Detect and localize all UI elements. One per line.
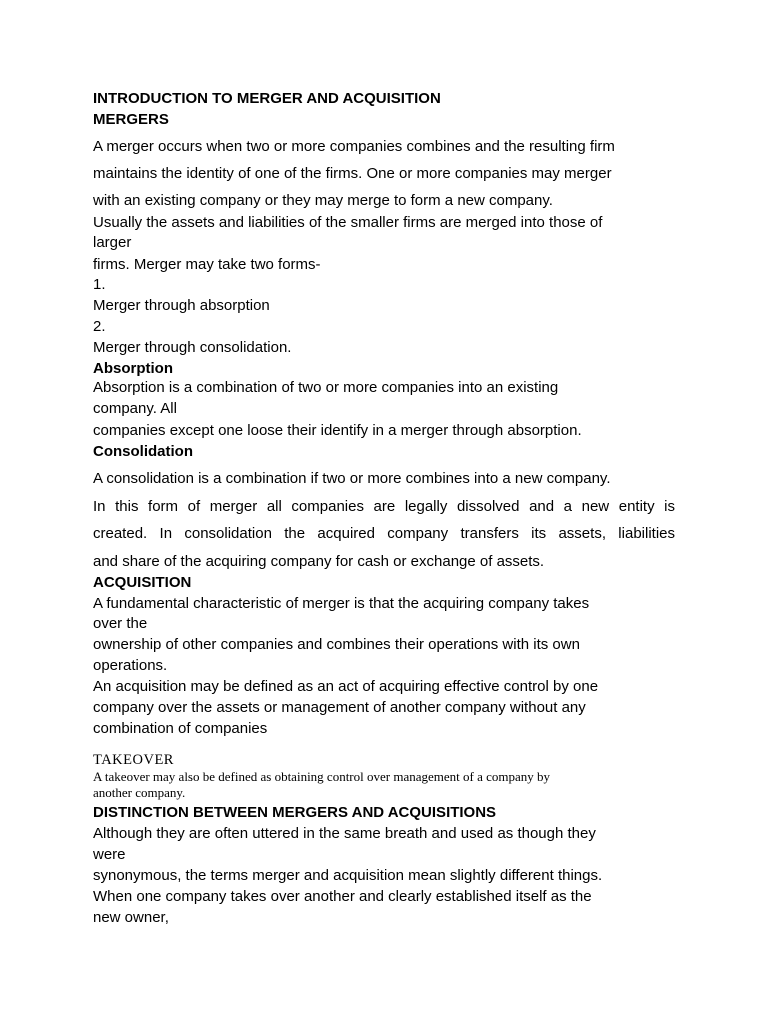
takeover-text-line: another company. [93,785,186,800]
distinction-text-line: were [93,846,126,863]
distinction-text-line: When one company takes over another and clearly established itself as the [93,888,592,905]
acquisition-text-line: over the [93,615,148,632]
document-title: INTRODUCTION TO MERGER AND ACQUISITION [93,90,441,107]
consolidation-text-line: created. In consolidation the acquired company transfers its assets, liabilities [93,525,675,542]
acquisition-text-line: combination of companies [93,720,268,737]
consolidation-text-line: In this form of merger all companies are legally dissolved and a new entity is [93,498,675,515]
mergers-text-line: larger [93,234,132,251]
absorption-heading: Absorption [93,360,173,377]
takeover-text-line: A takeover may also be defined as obtaining control over management of a company by [93,769,551,784]
takeover-heading: TAKEOVER [93,752,174,768]
mergers-text-line: firms. Merger may take two forms- [93,256,321,273]
list-number: 2. [93,318,106,335]
absorption-text-line: Absorption is a combination of two or more companies into an existing [93,379,559,396]
acquisition-text-line: An acquisition may be defined as an act of acquiring effective control by one [93,678,599,695]
mergers-text-line: Usually the assets and liabilities of the smaller firms are merged into those of [93,214,603,231]
mergers-text-line: with an existing company or they may merge to form a new company. [93,192,553,209]
acquisition-text-line: operations. [93,657,168,674]
absorption-text-line: company. All [93,400,177,417]
consolidation-text-line: A consolidation is a combination if two or more combines into a new company. [93,470,611,487]
absorption-text-line: companies except one loose their identify in a merger through absorption. [93,422,582,439]
distinction-text-line: new owner, [93,909,169,926]
list-item: Merger through consolidation. [93,339,292,356]
list-item: Merger through absorption [93,297,270,314]
acquisition-text-line: A fundamental characteristic of merger is that the acquiring company takes [93,595,590,612]
acquisition-text-line: company over the assets or management of another company without any [93,699,586,716]
distinction-text-line: Although they are often uttered in the same breath and used as though they [93,825,596,842]
mergers-text-line: maintains the identity of one of the firms. One or more companies may merger [93,165,612,182]
distinction-text-line: synonymous, the terms merger and acquisition mean slightly different things. [93,867,603,884]
consolidation-text-line: and share of the acquiring company for cash or exchange of assets. [93,553,545,570]
list-number: 1. [93,276,106,293]
mergers-text-line: A merger occurs when two or more companies combines and the resulting firm [93,138,615,155]
distinction-heading: DISTINCTION BETWEEN MERGERS AND ACQUISITIONS [93,804,497,821]
acquisition-text-line: ownership of other companies and combines their operations with its own [93,636,580,653]
mergers-heading: MERGERS [93,111,169,128]
acquisition-heading: ACQUISITION [93,574,192,591]
consolidation-heading: Consolidation [93,443,193,460]
